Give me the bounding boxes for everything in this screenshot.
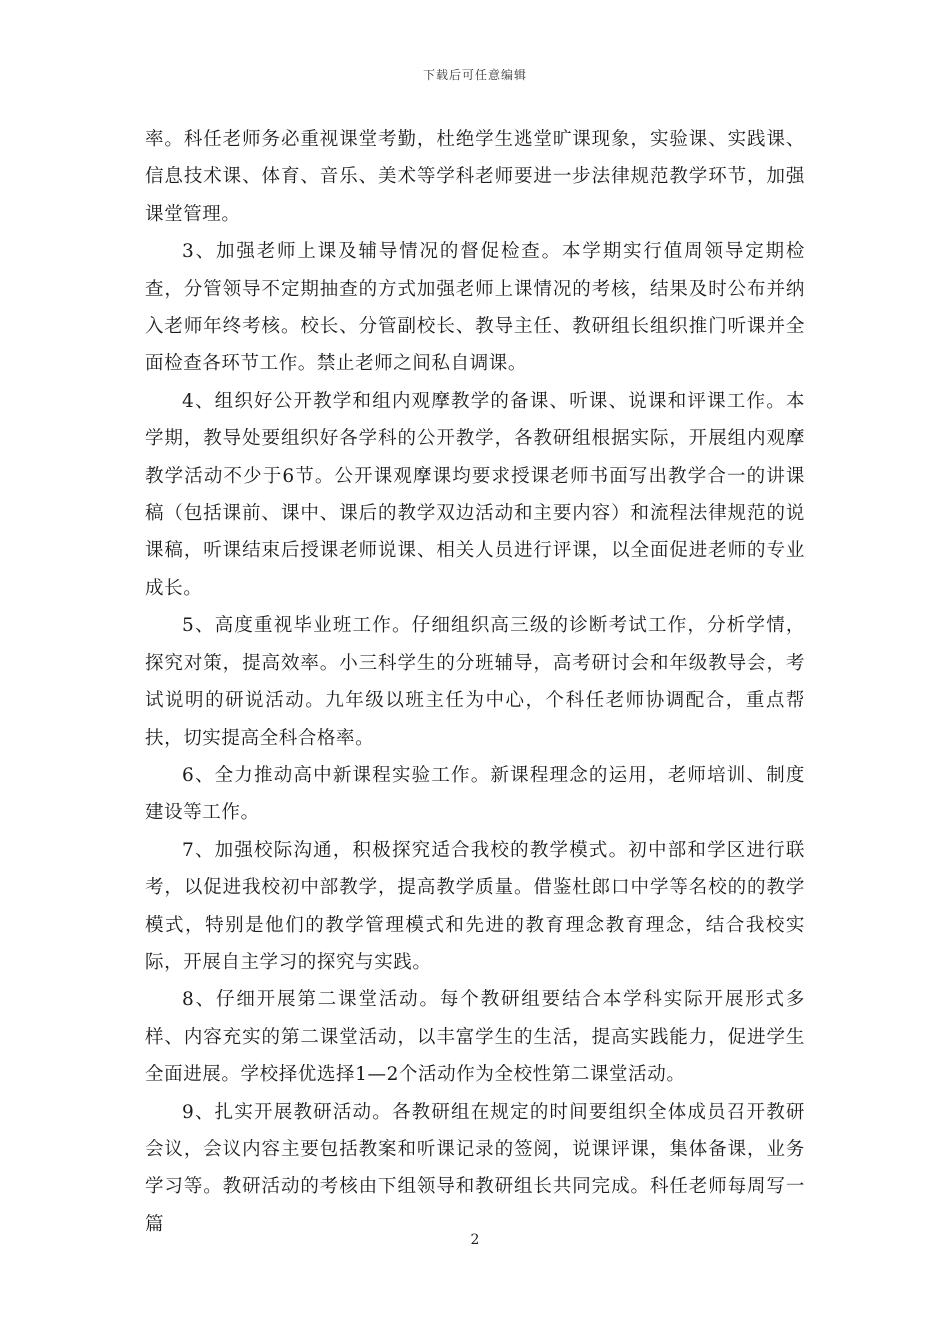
paragraph-3: 4、组织好公开教学和组内观摩教学的备课、听课、说课和评课工作。本学期，教导处要组织好各学科的公开教学，各教研组根据实际，开展组内观摩教学活动不少于6节。公开课观摩课均要求授课老师书面写出教学合一的讲课稿（包括课前、课中、课后的教学双边活动和主要内容）和流程法律规范的说课稿，听课结束后授课老师说课、相关人员进行评课，以全面促进老师的专业成长。: [145, 390, 805, 599]
page-header: 下载后可任意编辑: [422, 68, 527, 82]
paragraph-8: 9、扎实开展教研活动。各教研组在规定的时间要组织全体成员召开教研会议，会议内容主要包括教案和听课记录的签阅，说课评课，集体备课，业务学习等。教研活动的考核由下组领导和教研组长共同完成。科任老师每周写一篇: [145, 1101, 805, 1235]
paragraph-1: 率。科任老师务必重视课堂考勤，杜绝学生逃堂旷课现象，实验课、实践课、信息技术课、体育、音乐、美术等学科老师要进一步法律规范教学环节，加强课堂管理。: [145, 129, 805, 225]
paragraph-4: 5、高度重视毕业班工作。仔细组织高三级的诊断考试工作，分析学情，探究对策，提高效率。小三科学生的分班辅导，高考研讨会和年级教导会，考试说明的研说活动。九年级以班主任为中心，个科任老师协调配合，重点帮扶，切实提高全科合格率。: [145, 615, 805, 749]
paragraph-6: 7、加强校际沟通，积极探究适合我校的教学模式。初中部和学区进行联考，以促进我校初中部教学，提高教学质量。借鉴杜郎口中学等名校的的教学模式，特别是他们的教学管理模式和先进的教育理念教育理念，结合我校实际，开展自主学习的探究与实践。: [145, 839, 805, 973]
document-body: [145, 121, 805, 1243]
paragraph-2: 3、加强老师上课及辅导情况的督促检查。本学期实行值周领导定期检查，分管领导不定期抽查的方式加强老师上课情况的考核，结果及时公布并纳入老师年终考核。校长、分管副校长、教导主任、教研组长组织推门听课并全面检查各环节工作。禁止老师之间私自调课。: [145, 241, 805, 375]
paragraph-5: 6、全力推动高中新课程实验工作。新课程理念的运用，老师培训、制度建设等工作。: [145, 764, 805, 824]
paragraph-7: 8、仔细开展第二课堂活动。每个教研组要结合本学科实际开展形式多样、内容充实的第二课堂活动，以丰富学生的生活，提高实践能力，促进学生全面进展。学校择优选择1—2个活动作为全校性第二课堂活动。: [145, 989, 805, 1086]
page-number: 2: [470, 1232, 480, 1248]
